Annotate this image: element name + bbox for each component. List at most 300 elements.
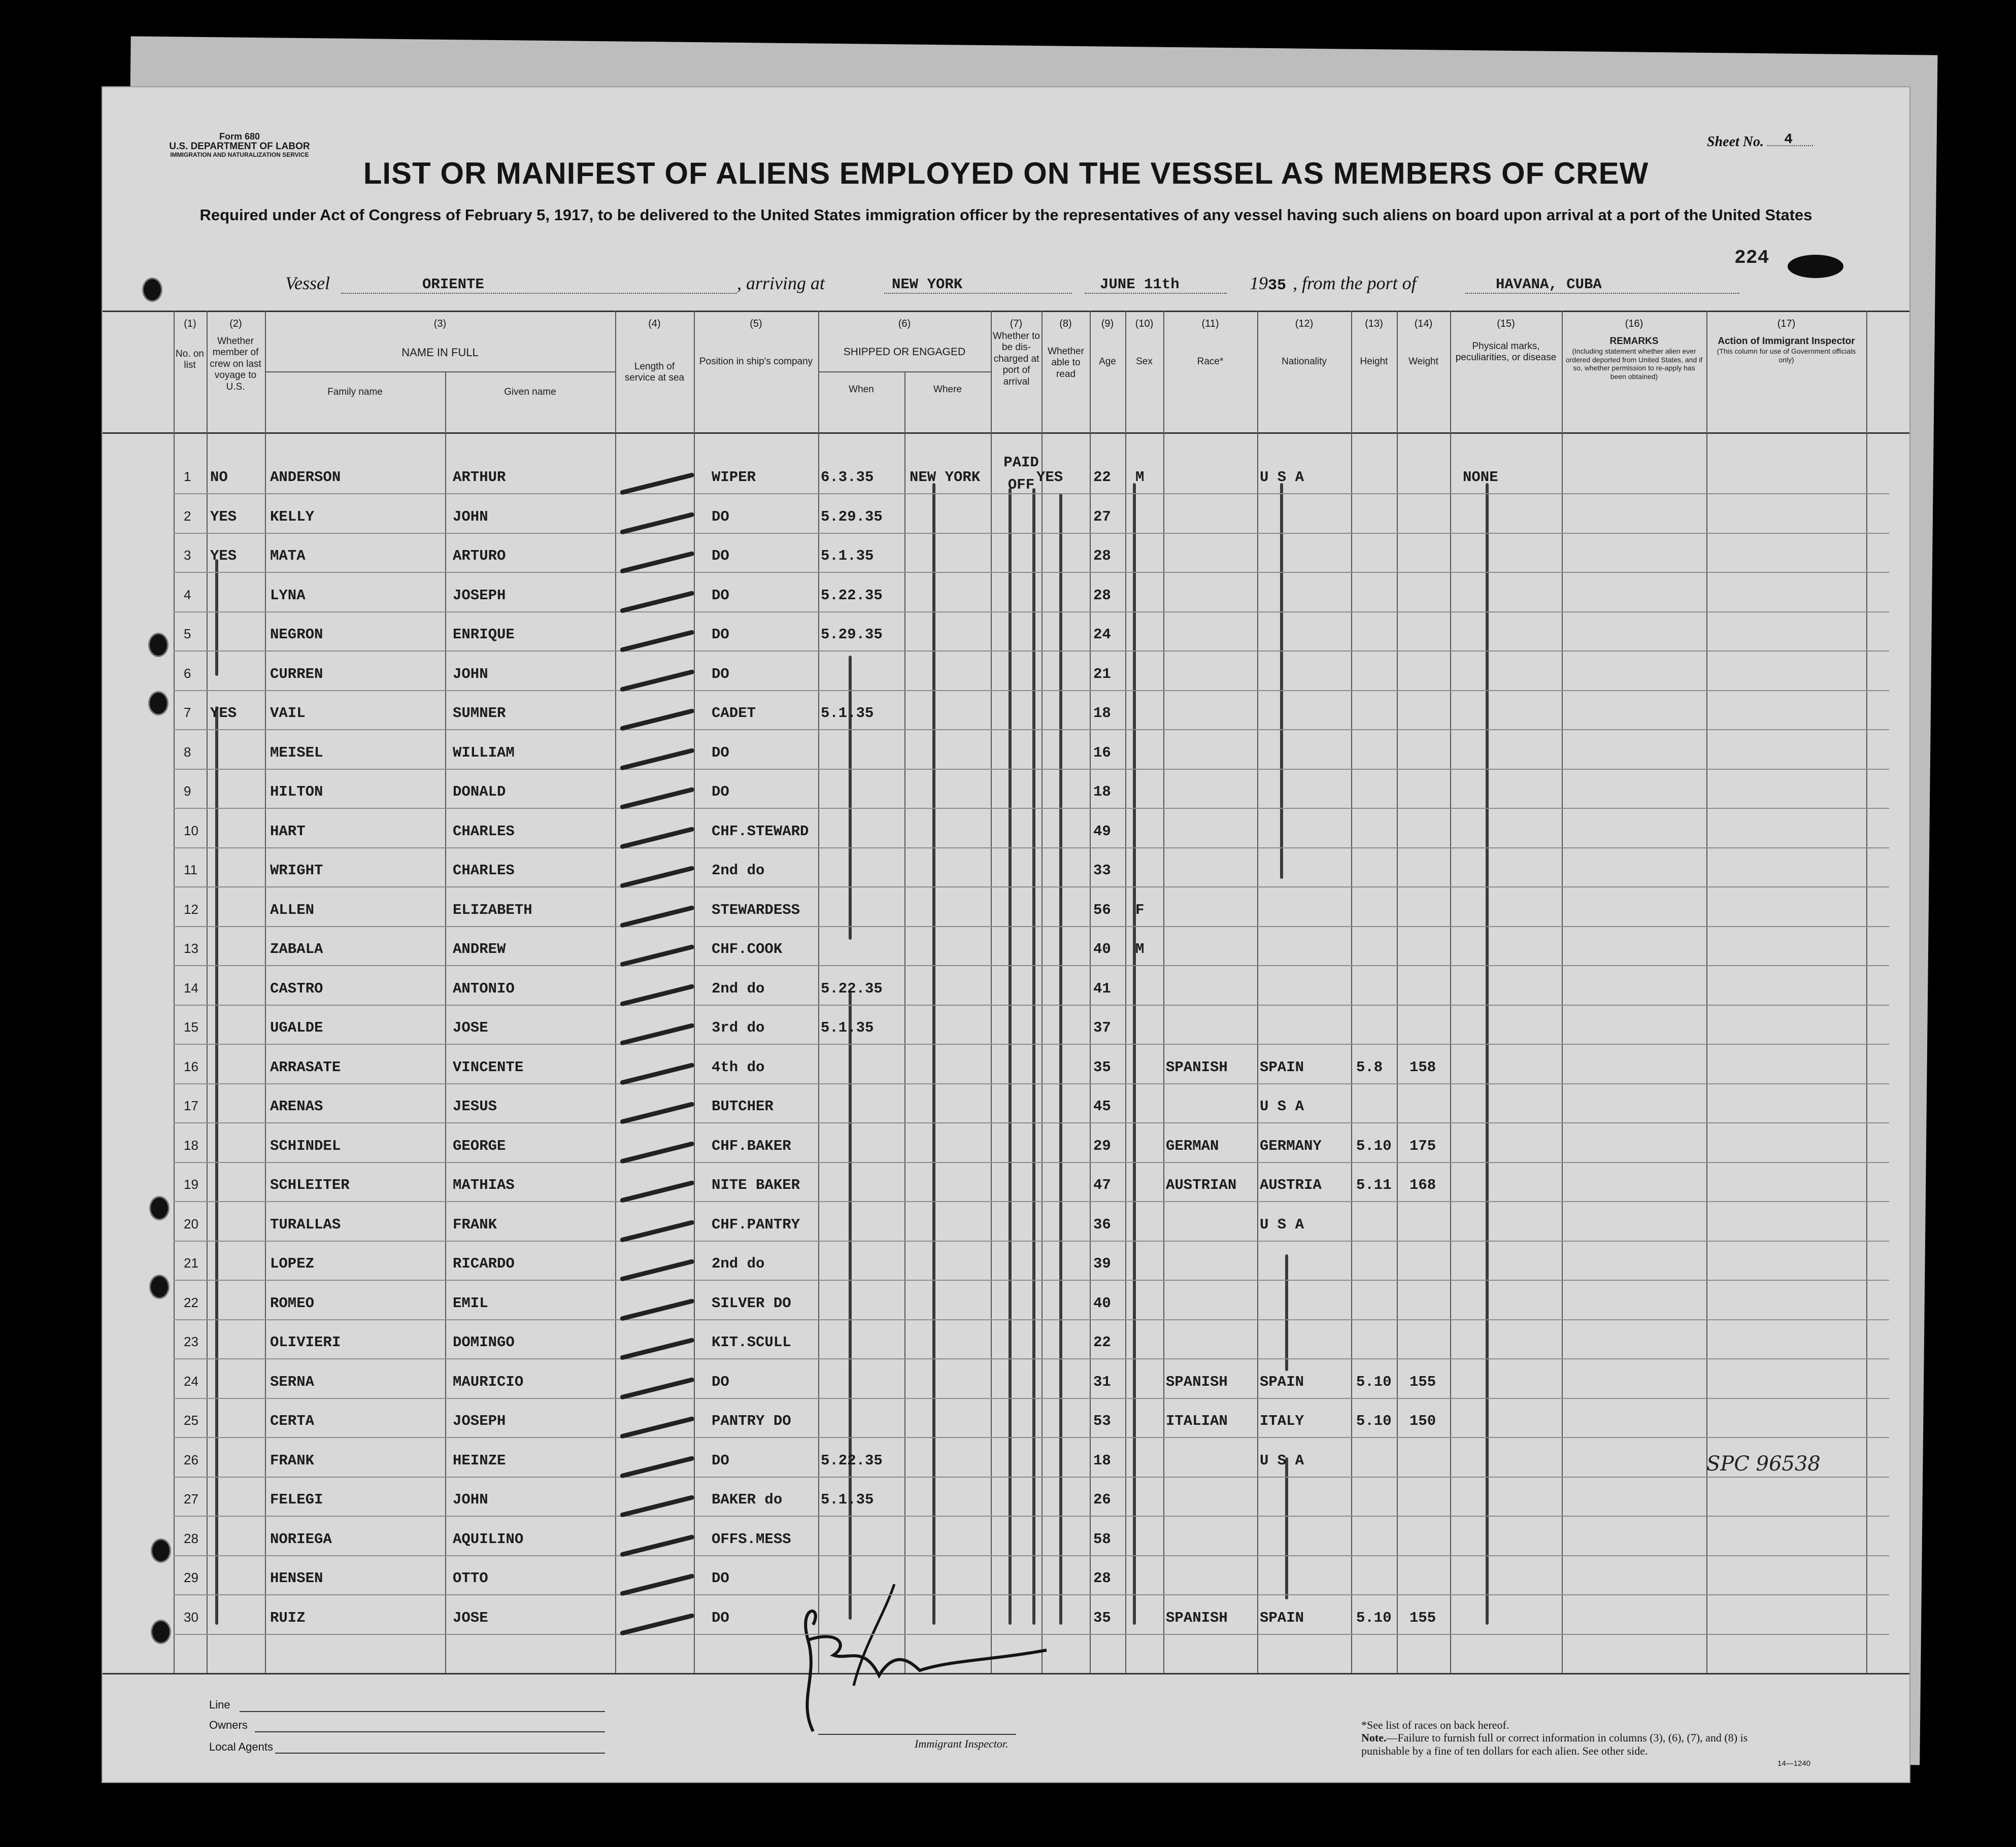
nationality: AUSTRIA	[1260, 1177, 1322, 1193]
row-rule	[174, 886, 1889, 887]
position: DO	[712, 587, 729, 604]
ditto-mark	[215, 706, 218, 1625]
age: 47	[1093, 1177, 1111, 1193]
nationality: SPAIN	[1260, 1058, 1304, 1076]
sex: M	[1135, 941, 1145, 957]
position: CHF.BAKER	[712, 1137, 791, 1154]
given-name: AQUILINO	[453, 1530, 524, 1548]
col-head-discharged: Whether to be dis-charged at port of arrival	[993, 331, 1040, 387]
given-name: EMIL	[453, 1294, 488, 1312]
arriving-label: , arriving at	[737, 273, 825, 293]
shipped-when: 5.22.35	[821, 980, 883, 997]
row-rule	[174, 1358, 1889, 1359]
weight: 150	[1409, 1413, 1436, 1429]
height: 5.10	[1356, 1137, 1392, 1154]
row-rule	[174, 1319, 1889, 1320]
col-head-family-name: Family name	[327, 387, 383, 397]
position: 3rd do	[712, 1019, 765, 1036]
age: 24	[1093, 626, 1111, 643]
position: 2nd do	[712, 1255, 765, 1272]
race: SPANISH	[1166, 1373, 1228, 1390]
age: 18	[1093, 1452, 1111, 1469]
year-prefix: 19	[1250, 273, 1268, 293]
ink-blot	[1788, 255, 1843, 278]
age: 53	[1093, 1413, 1111, 1429]
family-name: LOPEZ	[270, 1255, 315, 1272]
row-number: 2	[184, 508, 191, 524]
position: KIT.SCULL	[712, 1334, 791, 1351]
position: 4th do	[712, 1058, 765, 1076]
family-name: ZABALA	[270, 941, 323, 957]
position: DO	[712, 744, 729, 761]
ditto-mark	[1486, 483, 1489, 1625]
family-name: CURREN	[270, 665, 323, 682]
position: BAKER do	[712, 1491, 783, 1508]
binder-hole	[148, 633, 169, 657]
arrival-port: NEW YORK	[892, 276, 963, 293]
age: 18	[1093, 705, 1111, 722]
ditto-mark	[849, 656, 852, 940]
family-name: ROMEO	[270, 1294, 315, 1312]
row-rule	[174, 533, 1889, 534]
binder-hole	[149, 1196, 170, 1220]
ditto-mark	[1032, 488, 1035, 1625]
col-num-8: (8)	[1059, 318, 1072, 329]
row-number: 6	[184, 665, 191, 681]
given-name: RICARDO	[453, 1255, 515, 1272]
age: 41	[1093, 980, 1111, 997]
shipped-where: NEW YORK	[910, 469, 981, 486]
crew-table	[103, 311, 1909, 1762]
col-num-12: (12)	[1295, 318, 1314, 329]
position: CADET	[712, 705, 756, 722]
row-number: 21	[184, 1255, 198, 1271]
ditto-mark	[932, 483, 935, 1625]
arrival-date: JUNE 11th	[1100, 276, 1180, 293]
row-rule	[174, 1477, 1889, 1478]
family-name: OLIVIERI	[270, 1334, 341, 1351]
age: 35	[1093, 1058, 1111, 1076]
position: STEWARDESS	[712, 901, 800, 918]
binder-hole	[151, 1620, 171, 1644]
row-rule	[174, 1280, 1889, 1281]
col-num-2: (2)	[229, 318, 242, 329]
col-head-where: Where	[933, 384, 962, 395]
sex: M	[1135, 469, 1145, 486]
family-name: NEGRON	[270, 626, 323, 643]
row-rule	[174, 847, 1889, 848]
row-rule	[174, 611, 1889, 612]
weight: 158	[1409, 1058, 1436, 1076]
position: CHF.PANTRY	[712, 1216, 800, 1233]
row-number: 17	[184, 1098, 198, 1113]
age: 31	[1093, 1373, 1111, 1390]
age: 28	[1093, 587, 1111, 604]
binder-hole	[151, 1538, 171, 1563]
family-name: ARENAS	[270, 1098, 323, 1115]
inspector-action-note: (This column for use of Government officials only)	[1717, 347, 1856, 364]
race: ITALIAN	[1166, 1413, 1228, 1429]
age: 22	[1093, 1334, 1111, 1351]
family-name: HART	[270, 823, 306, 840]
binder-hole	[142, 278, 162, 302]
page-title: LIST OR MANIFEST OF ALIENS EMPLOYED ON THE VESSEL AS MEMBERS OF CREW	[363, 156, 1649, 190]
row-rule	[174, 1516, 1889, 1517]
remarks-title: REMARKS	[1609, 336, 1659, 347]
row-rule	[174, 965, 1889, 966]
row-number: 22	[184, 1294, 198, 1310]
row-number: 16	[184, 1058, 198, 1074]
col-head-shipped: SHIPPED OR ENGAGED	[843, 346, 966, 358]
family-name: SCHLEITER	[270, 1177, 350, 1193]
nationality: ITALY	[1260, 1413, 1304, 1429]
row-rule	[174, 1005, 1889, 1006]
binder-hole	[149, 1275, 170, 1299]
given-name: GEORGE	[453, 1137, 506, 1154]
age: 16	[1093, 744, 1111, 761]
given-name: DOMINGO	[453, 1334, 515, 1351]
col-num-14: (14)	[1414, 318, 1433, 329]
family-name: CERTA	[270, 1413, 315, 1429]
given-name: HEINZE	[453, 1452, 506, 1469]
shipped-when: 5.1.35	[821, 1019, 874, 1036]
family-name: MATA	[270, 548, 306, 564]
given-name: OTTO	[453, 1570, 488, 1587]
family-name: FRANK	[270, 1452, 315, 1469]
agents-label: Local Agents	[209, 1740, 273, 1753]
from-port-label: , from the port of	[1293, 273, 1417, 293]
row-rule	[174, 1201, 1889, 1202]
ditto-mark	[215, 559, 218, 676]
position: DO	[712, 508, 729, 525]
row-rule	[174, 1437, 1889, 1438]
row-rule	[174, 1044, 1889, 1045]
col-head-position: Position in ship's company	[699, 356, 813, 367]
given-name: ELIZABETH	[453, 901, 532, 918]
physical-marks: NONE	[1463, 469, 1498, 486]
given-name: VINCENTE	[453, 1058, 524, 1076]
race: GERMAN	[1166, 1137, 1219, 1154]
row-number: 20	[184, 1216, 198, 1232]
row-number: 19	[184, 1177, 198, 1192]
shipped-when: 5.22.35	[821, 587, 883, 604]
col-num-15: (15)	[1497, 318, 1515, 329]
sex: F	[1135, 901, 1145, 918]
row-rule	[174, 729, 1889, 730]
col-head-length-service: Length of service at sea	[624, 361, 685, 384]
able-to-read: YES	[1036, 469, 1063, 486]
col-head-remarks	[1564, 336, 1704, 381]
row-number: 7	[184, 705, 191, 720]
col-num-6: (6)	[898, 318, 911, 329]
given-name: CHARLES	[453, 862, 515, 879]
row-number: 14	[184, 980, 198, 996]
row-rule	[174, 1398, 1889, 1399]
given-name: ANDREW	[453, 941, 506, 957]
inspector-label: Immigrant Inspector.	[915, 1737, 1009, 1750]
age: 39	[1093, 1255, 1111, 1272]
age: 33	[1093, 862, 1111, 879]
row-rule	[174, 651, 1889, 652]
position: DO	[712, 626, 729, 643]
position: DO	[712, 1570, 729, 1587]
row-number: 4	[184, 587, 191, 602]
service-name: IMMIGRATION AND NATURALIZATION SERVICE	[170, 151, 309, 158]
year-value: 35	[1268, 277, 1287, 294]
nationality: U S A	[1260, 1452, 1304, 1469]
last-voyage: YES	[210, 548, 237, 564]
age: 49	[1093, 823, 1111, 840]
height: 5.10	[1356, 1373, 1392, 1390]
position: WIPER	[712, 469, 756, 486]
given-name: JESUS	[453, 1098, 497, 1115]
weight: 175	[1409, 1137, 1436, 1154]
family-name: FELEGI	[270, 1491, 323, 1508]
col-head-height: Height	[1360, 356, 1388, 367]
remarks-note: (Including statement whether alien ever ordered deported from United States, and if so, whether permission to re-apply has been obtained)	[1565, 347, 1703, 381]
vessel-name: ORIENTE	[422, 276, 484, 293]
family-name: WRIGHT	[270, 862, 323, 879]
given-name: JOSE	[453, 1609, 488, 1626]
race: AUSTRIAN	[1166, 1177, 1237, 1193]
row-number: 18	[184, 1137, 198, 1153]
departure-port: HAVANA, CUBA	[1496, 276, 1602, 293]
age: 37	[1093, 1019, 1111, 1036]
discharge-status: PAID OFF	[1003, 454, 1039, 493]
col-head-when: When	[849, 384, 874, 395]
sheet-number-block	[1707, 134, 1813, 150]
col-head-weight: Weight	[1408, 356, 1438, 367]
line-label: Line	[209, 1698, 230, 1711]
given-name: WILLIAM	[453, 744, 515, 761]
height: 5.10	[1356, 1413, 1392, 1429]
age: 28	[1093, 1570, 1111, 1587]
col-head-given-name: Given name	[504, 387, 556, 397]
family-name: LYNA	[270, 587, 306, 604]
sheet-number: 4	[1784, 132, 1793, 148]
given-name: JOSEPH	[453, 587, 506, 604]
shipped-when: 5.29.35	[821, 508, 883, 525]
weight: 155	[1409, 1373, 1436, 1390]
given-name: MATHIAS	[453, 1177, 515, 1193]
given-name: JOSEPH	[453, 1413, 506, 1429]
nationality: SPAIN	[1260, 1373, 1304, 1390]
row-rule	[174, 808, 1889, 809]
age: 26	[1093, 1491, 1111, 1508]
height: 5.11	[1356, 1177, 1392, 1193]
row-rule	[174, 572, 1889, 573]
family-name: RUIZ	[270, 1609, 306, 1626]
row-number: 24	[184, 1373, 198, 1389]
nationality: SPAIN	[1260, 1609, 1304, 1626]
weight: 168	[1409, 1177, 1436, 1193]
age: 56	[1093, 901, 1111, 918]
row-rule	[174, 1162, 1889, 1163]
row-rule	[174, 1241, 1889, 1242]
row-number: 30	[184, 1609, 198, 1625]
department-name: U.S. DEPARTMENT OF LABOR	[169, 141, 310, 152]
ditto-mark	[1285, 1254, 1288, 1371]
family-name: ARRASATE	[270, 1058, 341, 1076]
position: CHF.COOK	[712, 941, 783, 957]
col-num-13: (13)	[1365, 318, 1383, 329]
last-voyage: YES	[210, 508, 237, 525]
age: 18	[1093, 783, 1111, 800]
given-name: MAURICIO	[453, 1373, 524, 1390]
family-name: CASTRO	[270, 980, 323, 997]
shipped-when: 5.22.35	[821, 1452, 883, 1469]
family-name: ALLEN	[270, 901, 315, 918]
given-name: JOHN	[453, 1491, 488, 1508]
age: 36	[1093, 1216, 1111, 1233]
vessel-label: Vessel	[285, 273, 330, 293]
family-name: HENSEN	[270, 1570, 323, 1587]
position: 2nd do	[712, 862, 765, 879]
row-number: 5	[184, 626, 191, 641]
family-name: SERNA	[270, 1373, 315, 1390]
row-number: 28	[184, 1530, 198, 1546]
position: DO	[712, 665, 729, 682]
col-num-9: (9)	[1101, 318, 1114, 329]
age: 40	[1093, 1294, 1111, 1312]
row-rule	[174, 1083, 1889, 1084]
col-head-physical-marks: Physical marks, peculiarities, or disease	[1455, 341, 1557, 363]
race-footnote: *See list of races on back hereof.	[1361, 1719, 1509, 1731]
position: PANTRY DO	[712, 1413, 791, 1429]
position: DO	[712, 1373, 729, 1390]
given-name: CHARLES	[453, 823, 515, 840]
col-head-no-on-list: No. on list	[176, 349, 204, 371]
height: 5.10	[1356, 1609, 1392, 1626]
family-name: NORIEGA	[270, 1530, 332, 1548]
shipped-when: 5.1.35	[821, 705, 874, 722]
col-num-3: (3)	[433, 318, 447, 329]
note-text: —Failure to furnish full or correct information in columns (3), (6), (7), and (8) is punishable by a fine of ten dollars for each alien. See other side.	[1361, 1731, 1748, 1758]
stamp-number: 224	[1734, 247, 1769, 269]
row-rule	[174, 1555, 1889, 1556]
row-number: 27	[184, 1491, 198, 1507]
row-number: 15	[184, 1019, 198, 1035]
col-head-inspector-action	[1709, 336, 1864, 364]
page-subtitle: Required under Act of Congress of February 5, 1917, to be delivered to the United States immigration officer by the representatives of any vessel having such aliens on board upon arrival at a port of the United States	[199, 206, 1812, 224]
col-num-7: (7)	[1010, 318, 1023, 329]
sheet-label: Sheet No.	[1707, 134, 1764, 150]
col-head-last-voyage: Whether member of crew on last voyage to U.S.	[210, 336, 261, 392]
race: SPANISH	[1166, 1058, 1228, 1076]
position: DO	[712, 1609, 729, 1626]
last-voyage: NO	[210, 469, 228, 486]
row-number: 12	[184, 901, 198, 917]
position: CHF.STEWARD	[712, 823, 809, 840]
position: 2nd do	[712, 980, 765, 997]
col-head-race: Race*	[1197, 356, 1224, 367]
shipped-when: 5.1.35	[821, 1491, 874, 1508]
note-label: Note.	[1361, 1731, 1387, 1744]
given-name: ARTHUR	[453, 469, 506, 486]
ditto-mark	[1285, 1457, 1288, 1599]
row-number: 8	[184, 744, 191, 760]
form-number: Form 680	[219, 131, 260, 142]
col-num-1: (1)	[184, 318, 196, 329]
family-name: TURALLAS	[270, 1216, 341, 1233]
col-head-age: Age	[1099, 356, 1116, 367]
weight: 155	[1409, 1609, 1436, 1626]
ditto-mark	[849, 990, 852, 1620]
age: 22	[1093, 469, 1111, 486]
year-field	[1250, 272, 1286, 294]
row-rule	[174, 1594, 1889, 1595]
last-voyage: YES	[210, 705, 237, 722]
family-name: HILTON	[270, 783, 323, 800]
nationality: U S A	[1260, 1216, 1304, 1233]
ditto-mark	[1280, 483, 1283, 879]
shipped-when: 5.1.35	[821, 548, 874, 564]
given-name: FRANK	[453, 1216, 497, 1233]
row-number: 1	[184, 469, 191, 484]
binder-hole	[148, 691, 169, 715]
age: 28	[1093, 548, 1111, 564]
age: 40	[1093, 941, 1111, 957]
given-name: ANTONIO	[453, 980, 515, 997]
col-num-16: (16)	[1625, 318, 1643, 329]
inspector-signature	[778, 1584, 1062, 1741]
col-head-sex: Sex	[1136, 356, 1153, 367]
age: 21	[1093, 665, 1111, 682]
age: 58	[1093, 1530, 1111, 1548]
age: 45	[1093, 1098, 1111, 1115]
position: DO	[712, 548, 729, 564]
col-num-17: (17)	[1777, 318, 1796, 329]
position: NITE BAKER	[712, 1177, 800, 1193]
family-name: VAIL	[270, 705, 306, 722]
row-number: 10	[184, 823, 198, 838]
row-rule	[174, 926, 1889, 927]
row-number: 9	[184, 783, 191, 799]
nationality: U S A	[1260, 469, 1304, 486]
agency-block	[158, 132, 321, 158]
age: 27	[1093, 508, 1111, 525]
col-num-11: (11)	[1201, 318, 1219, 329]
row-number: 23	[184, 1334, 198, 1349]
position: BUTCHER	[712, 1098, 774, 1115]
given-name: ARTURO	[453, 548, 506, 564]
row-rule	[174, 769, 1889, 770]
family-name: SCHINDEL	[270, 1137, 341, 1154]
penalty-footnote	[1361, 1731, 1788, 1758]
row-number: 25	[184, 1413, 198, 1428]
age: 35	[1093, 1609, 1111, 1626]
owners-label: Owners	[209, 1719, 248, 1731]
row-number: 11	[184, 862, 197, 877]
family-name: ANDERSON	[270, 469, 341, 486]
row-rule	[174, 1122, 1889, 1123]
ditto-mark	[1009, 488, 1012, 1625]
col-num-4: (4)	[648, 318, 661, 329]
shipped-when: 5.29.35	[821, 626, 883, 643]
handwritten-remark: SPC 96538	[1706, 1452, 1821, 1476]
row-number: 29	[184, 1570, 198, 1585]
shipped-when: 6.3.35	[821, 469, 874, 486]
ditto-mark	[1133, 483, 1136, 1625]
family-name: KELLY	[270, 508, 315, 525]
row-number: 3	[184, 548, 191, 563]
family-name: UGALDE	[270, 1019, 323, 1036]
col-head-name: NAME IN FULL	[401, 346, 479, 359]
manifest-sheet	[102, 86, 1910, 1783]
nationality: GERMANY	[1260, 1137, 1322, 1154]
nationality: U S A	[1260, 1098, 1304, 1115]
position: OFFS.MESS	[712, 1530, 791, 1548]
